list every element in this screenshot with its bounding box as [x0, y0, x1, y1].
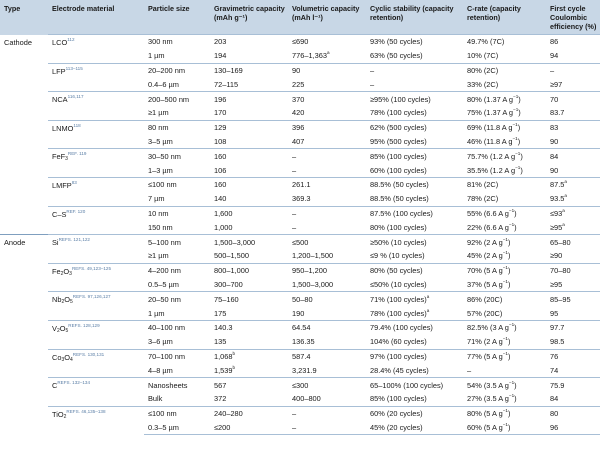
material-name: $Nb_2O_5$: [52, 295, 73, 306]
volumetric-cell: –: [288, 421, 366, 435]
coulombic-cell: –: [546, 63, 600, 77]
volumetric-cell: 407: [292, 136, 305, 146]
particle-size-cell: 1–3 µm: [148, 165, 173, 175]
cyclic-stability-cell: –: [366, 63, 463, 77]
coulombic-cell: 93.5$^a$: [550, 193, 567, 204]
reference-superscript: REFS. 97,126,127: [72, 294, 111, 300]
header-volumetric: Volumetric capacity (mAh l⁻¹): [288, 0, 366, 35]
coulombic-cell: 96: [546, 421, 600, 435]
c-rate-cell: 78% (2C): [467, 194, 499, 204]
volumetric-cell: 225: [292, 79, 305, 89]
coulombic-cell: 94: [550, 51, 559, 61]
volumetric-cell: 90: [288, 63, 366, 77]
volumetric-cell: 64.54: [288, 320, 366, 334]
c-rate-cell: 71% (2 A $g^{-1}$): [467, 336, 511, 347]
volumetric-cell: –: [288, 206, 366, 220]
reference-superscript: REFS. 132–134: [57, 380, 91, 386]
header-type: Type: [0, 0, 48, 35]
reference-superscript: 83: [71, 179, 77, 185]
volumetric-cell: –: [292, 222, 297, 232]
material-name: C: [52, 381, 58, 391]
particle-size-cell: 3–6 µm: [148, 337, 173, 347]
gravimetric-cell: 75–160: [210, 292, 288, 306]
gravimetric-cell: 203: [210, 35, 288, 49]
material-name: $V_2O_5$: [52, 323, 69, 334]
volumetric-cell: 1,500–3,000: [292, 279, 334, 289]
header-cyclic-stability: Cyclic stability (capacity retention): [366, 0, 463, 35]
coulombic-cell: 70–80: [546, 263, 600, 277]
gravimetric-cell: 1,500–3,000: [210, 235, 288, 249]
particle-size-cell: 0.4–6 µm: [148, 79, 179, 89]
table-row: [0, 235, 600, 249]
coulombic-cell: 95: [550, 308, 559, 318]
volumetric-cell: 400–800: [292, 394, 321, 404]
c-rate-cell: 75% (1.37 A $g^{-1}$): [467, 107, 521, 118]
coulombic-cell: 90: [550, 165, 559, 175]
coulombic-cell: 90: [550, 136, 559, 146]
coulombic-cell: $\le 93^a$: [546, 206, 600, 220]
reference-superscript: 112: [67, 37, 75, 42]
gravimetric-cell: 372: [214, 394, 227, 404]
table-row: [0, 349, 600, 363]
c-rate-cell: –: [467, 365, 472, 375]
material-cell: [48, 349, 144, 378]
particle-size-cell: 4–8 µm: [148, 365, 173, 375]
header-gravimetric: Gravimetric capacity (mAh g⁻¹): [210, 0, 288, 35]
header-particle-size: Particle size: [144, 0, 210, 35]
volumetric-cell: 587.4: [288, 349, 366, 363]
coulombic-cell: 98.5: [550, 337, 565, 347]
material-cell: [48, 406, 144, 435]
material-name: LCO: [52, 38, 68, 47]
table-row: [0, 35, 600, 49]
coulombic-cell: 75.9: [546, 378, 600, 392]
volumetric-cell: 950–1,200: [288, 263, 366, 277]
table-row: [0, 92, 600, 106]
cyclic-stability-cell: 104% (60 cycles): [370, 337, 427, 347]
coulombic-cell: 65–80: [546, 235, 600, 249]
material-name: LMFP: [52, 180, 72, 190]
particle-size-cell: 10 nm: [144, 206, 210, 220]
volumetric-cell: 369.3: [292, 194, 311, 204]
table-row: [0, 378, 600, 392]
c-rate-cell: 45% (2 A $g^{-1}$): [467, 250, 511, 261]
particle-size-cell: ≤100 nm: [144, 406, 210, 420]
coulombic-cell: 97.7: [546, 320, 600, 334]
cyclic-stability-cell: 78% (100 cycles)$^a$: [370, 307, 430, 318]
c-rate-cell: 37% (5 A $g^{-1}$): [467, 278, 511, 289]
table-row: [0, 263, 600, 277]
c-rate-cell: 35.5% (1.2 A $g^{-1}$): [467, 164, 523, 175]
c-rate-cell: 92% (2 A $g^{-1}$): [463, 235, 546, 249]
particle-size-cell: 150 nm: [148, 222, 173, 232]
gravimetric-cell: 1,539$^b$: [214, 364, 236, 375]
gravimetric-cell: 196: [210, 92, 288, 106]
cyclic-stability-cell: 85% (100 cycles): [370, 394, 427, 404]
volumetric-cell: –: [292, 165, 297, 175]
particle-size-cell: 20–200 nm: [144, 63, 210, 77]
c-rate-cell: 69% (11.8 A $g^{-1}$): [463, 120, 546, 134]
gravimetric-cell: 108: [214, 136, 227, 146]
gravimetric-cell: 135: [214, 337, 227, 347]
table-row: [0, 120, 600, 134]
volumetric-cell: 776–1,363$^a$: [292, 50, 330, 61]
reference-superscript: REF. 119: [67, 151, 87, 157]
c-rate-cell: 80% (2C): [463, 63, 546, 77]
particle-size-cell: Nanosheets: [144, 378, 210, 392]
c-rate-cell: 10% (7C): [467, 51, 499, 61]
particle-size-cell: Bulk: [148, 394, 163, 404]
cyclic-stability-cell: ≤9 % (10 cycles): [370, 251, 425, 261]
cyclic-stability-cell: 80% (100 cycles): [370, 222, 427, 232]
c-rate-cell: 82.5% (3 A $g^{-1}$): [463, 320, 546, 334]
gravimetric-cell: 72–115: [214, 79, 239, 89]
cyclic-stability-cell: 62% (500 cycles): [366, 120, 463, 134]
gravimetric-cell: 160: [210, 149, 288, 163]
cyclic-stability-cell: 88.5% (50 cycles): [370, 194, 429, 204]
particle-size-cell: 3–5 µm: [148, 136, 173, 146]
cyclic-stability-cell: 71% (100 cycles)$^a$: [366, 292, 463, 306]
material-cell: [48, 149, 144, 178]
material-name: NCA: [52, 95, 68, 105]
table-row: [0, 406, 600, 420]
coulombic-cell: ≥95: [550, 279, 563, 289]
volumetric-cell: –: [288, 149, 366, 163]
reference-superscript: REFS. 130,131: [72, 351, 105, 357]
gravimetric-cell: 175: [214, 308, 227, 318]
coulombic-cell: 74: [550, 365, 559, 375]
particle-size-cell: 0.5–5 µm: [148, 279, 179, 289]
table-row: [0, 177, 600, 191]
cyclic-stability-cell: 65–100% (100 cycles): [366, 378, 463, 392]
header-row: [0, 0, 600, 35]
volumetric-cell: 396: [288, 120, 366, 134]
cyclic-stability-cell: 85% (100 cycles): [366, 149, 463, 163]
material-cell: [48, 35, 144, 64]
gravimetric-cell: 160: [210, 177, 288, 191]
volumetric-cell: 136.35: [292, 337, 315, 347]
gravimetric-cell: 300–700: [214, 279, 243, 289]
coulombic-cell: 83.7: [550, 108, 565, 118]
reference-superscript: REF. 120: [66, 208, 86, 214]
material-cell: [48, 206, 144, 235]
material-cell: [48, 63, 144, 92]
volumetric-cell: 370: [288, 92, 366, 106]
coulombic-cell: 76: [546, 349, 600, 363]
table-row: [0, 206, 600, 220]
material-name: C–S: [52, 209, 67, 219]
table-row: [0, 320, 600, 334]
gravimetric-cell: 194: [214, 51, 227, 61]
volumetric-cell: 190: [292, 308, 305, 318]
material-name: LFP: [52, 66, 66, 76]
particle-size-cell: 4–200 nm: [144, 263, 210, 277]
table-row: [0, 149, 600, 163]
cyclic-stability-cell: ≥95% (100 cycles): [366, 92, 463, 106]
cyclic-stability-cell: 60% (20 cycles): [366, 406, 463, 420]
coulombic-cell: ≥97: [550, 79, 563, 89]
reference-superscript: REFS. 121,122: [58, 237, 90, 243]
coulombic-cell: 70: [546, 92, 600, 106]
gravimetric-cell: 567: [210, 378, 288, 392]
gravimetric-cell: 500–1,500: [214, 251, 249, 261]
reference-superscript: 116,117: [67, 94, 84, 100]
particle-size-cell: ≥1 µm: [148, 251, 169, 261]
gravimetric-cell: ≤200: [210, 421, 288, 435]
cyclic-stability-cell: 63% (50 cycles): [370, 51, 423, 61]
coulombic-cell: 84: [550, 394, 559, 404]
particle-size-cell: 200–500 nm: [144, 92, 210, 106]
material-name: $Fe_2O_3$: [52, 266, 72, 277]
gravimetric-cell: 106: [214, 165, 227, 175]
cyclic-stability-cell: 45% (20 cycles): [366, 421, 463, 435]
volumetric-cell: –: [288, 406, 366, 420]
reference-superscript: 113–115: [65, 65, 83, 71]
header-coulombic: First cycle Coulombic efficiency (%): [546, 0, 600, 35]
c-rate-cell: 70% (5 A $g^{-1}$): [463, 263, 546, 277]
c-rate-cell: 86% (20C): [463, 292, 546, 306]
material-cell: [48, 120, 144, 149]
coulombic-cell: $\ge 95^a$: [550, 221, 565, 232]
gravimetric-cell: 130–169: [210, 63, 288, 77]
cyclic-stability-cell: –: [370, 79, 375, 89]
cyclic-stability-cell: 60% (100 cycles): [370, 165, 427, 175]
particle-size-cell: ≤100 nm: [144, 177, 210, 191]
reference-superscript: REFS. 128,129: [68, 322, 100, 328]
cyclic-stability-cell: 87.5% (100 cycles): [366, 206, 463, 220]
table-row: [0, 63, 600, 77]
particle-size-cell: 5–100 nm: [144, 235, 210, 249]
cyclic-stability-cell: ≥50% (10 cycles): [366, 235, 463, 249]
reference-superscript: REFS. 46,135–138: [66, 408, 106, 414]
coulombic-cell: ≥90: [550, 251, 563, 261]
volumetric-cell: 3,231.9: [292, 365, 317, 375]
cyclic-stability-cell: 78% (100 cycles): [370, 108, 427, 118]
reference-superscript: REFS. 49,123–125: [71, 265, 112, 271]
c-rate-cell: 75.7% (1.2 A $g^{-1}$): [463, 149, 546, 163]
volumetric-cell: ≤300: [288, 378, 366, 392]
coulombic-cell: 86: [546, 35, 600, 49]
gravimetric-cell: 140.3: [210, 320, 288, 334]
c-rate-cell: 27% (3.5 A $g^{-1}$): [467, 393, 517, 404]
header-c-rate: C-rate (capacity retention): [463, 0, 546, 35]
c-rate-cell: 81% (2C): [463, 177, 546, 191]
material-name: $Co_3O_4$: [52, 352, 73, 363]
c-rate-cell: 33% (2C): [467, 79, 499, 89]
header-material: Electrode material: [48, 0, 144, 35]
material-name: TiO$_2$: [52, 409, 67, 420]
gravimetric-cell: 240–280: [210, 406, 288, 420]
c-rate-cell: 49.7% (7C): [463, 35, 546, 49]
type-cell: Cathode: [4, 37, 32, 47]
material-cell: [48, 292, 144, 321]
volumetric-cell: 50–80: [288, 292, 366, 306]
material-cell: [48, 235, 144, 264]
cyclic-stability-cell: 97% (100 cycles): [366, 349, 463, 363]
particle-size-cell: 20–50 nm: [144, 292, 210, 306]
c-rate-cell: 60% (5 A $g^{-1}$): [463, 421, 546, 435]
particle-size-cell: 80 nm: [144, 120, 210, 134]
coulombic-cell: 87.5$^a$: [546, 177, 600, 191]
c-rate-cell: 46% (11.8 A $g^{-1}$): [467, 135, 521, 146]
particle-size-cell: 70–100 nm: [144, 349, 210, 363]
gravimetric-cell: 1,000: [214, 222, 233, 232]
particle-size-cell: 1 µm: [148, 308, 165, 318]
gravimetric-cell: 1,068$^b$: [210, 349, 288, 363]
gravimetric-cell: 170: [214, 108, 227, 118]
cyclic-stability-cell: 80% (50 cycles): [366, 263, 463, 277]
material-cell: [48, 177, 144, 206]
coulombic-cell: 85–95: [546, 292, 600, 306]
particle-size-cell: 40–100 nm: [144, 320, 210, 334]
volumetric-cell: 420: [292, 108, 305, 118]
material-cell: [48, 320, 144, 349]
material-cell: [48, 92, 144, 121]
c-rate-cell: 80% (1.37 A $g^{-1}$): [463, 92, 546, 106]
cyclic-stability-cell: 88.5% (50 cycles): [366, 177, 463, 191]
type-cell: Anode: [0, 235, 48, 435]
particle-size-cell: 0.3–5 µm: [144, 421, 210, 435]
table-body: [0, 35, 600, 435]
particle-size-cell: 1 µm: [148, 51, 165, 61]
c-rate-cell: 22% (6.6 A $g^{-1}$): [467, 221, 517, 232]
c-rate-cell: 80% (5 A $g^{-1}$): [463, 406, 546, 420]
c-rate-cell: 55% (6.6 A $g^{-1}$): [463, 206, 546, 220]
reference-superscript: 118: [73, 122, 81, 128]
volumetric-cell: ≤690: [288, 35, 366, 49]
c-rate-cell: 54% (3.5 A $g^{-1}$): [463, 378, 546, 392]
material-name: Si: [52, 238, 59, 248]
gravimetric-cell: 129: [210, 120, 288, 134]
gravimetric-cell: 800–1,000: [210, 263, 288, 277]
cyclic-stability-cell: 93% (50 cycles): [366, 35, 463, 49]
material-cell: [48, 378, 144, 407]
material-name: LNMO: [52, 123, 74, 133]
cyclic-stability-cell: 79.4% (100 cycles): [366, 320, 463, 334]
particle-size-cell: 300 nm: [144, 35, 210, 49]
c-rate-cell: 57% (20C): [467, 308, 503, 318]
volumetric-cell: 1,200–1,500: [292, 251, 334, 261]
coulombic-cell: 84: [546, 149, 600, 163]
material-cell: [48, 263, 144, 292]
coulombic-cell: 80: [546, 406, 600, 420]
gravimetric-cell: 140: [214, 194, 227, 204]
volumetric-cell: ≤500: [288, 235, 366, 249]
coulombic-cell: 83: [546, 120, 600, 134]
particle-size-cell: ≥1 µm: [148, 108, 169, 118]
particle-size-cell: 30–50 nm: [144, 149, 210, 163]
c-rate-cell: 77% (5 A $g^{-1}$): [463, 349, 546, 363]
particle-size-cell: 7 µm: [148, 194, 165, 204]
cyclic-stability-cell: ≤50% (10 cycles): [370, 279, 427, 289]
volumetric-cell: 261.1: [288, 177, 366, 191]
gravimetric-cell: 1,600: [210, 206, 288, 220]
material-name: FeF$_3$: [52, 152, 68, 163]
table-row: [0, 292, 600, 306]
cyclic-stability-cell: 95% (500 cycles): [370, 136, 427, 146]
cyclic-stability-cell: 28.4% (45 cycles): [370, 365, 429, 375]
